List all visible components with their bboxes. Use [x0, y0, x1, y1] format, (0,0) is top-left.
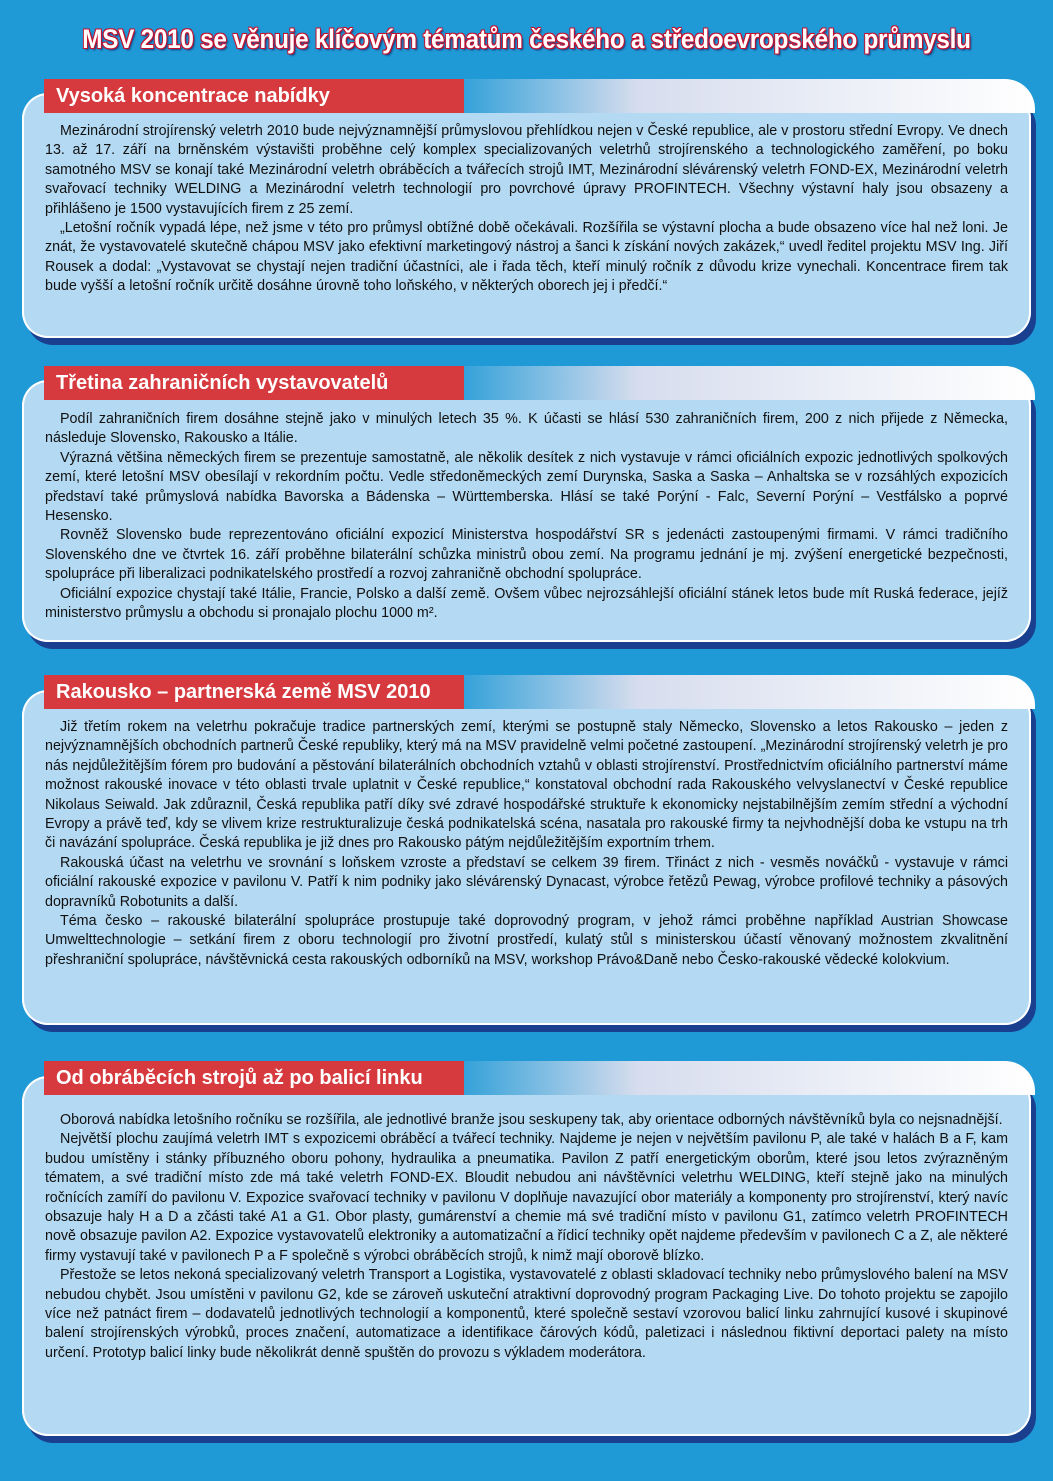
section-text [45, 1111, 1008, 1363]
paragraph: Oficiální expozice chystají také Itálie, Francie, Polsko a další země. Ovšem vůbec nejrozsáhlejší oficiální stánek letos bude mít Ruská federace, jejíž ministerstvo průmyslu a obchodu si pronajalo plochu 1000 m². [45, 585, 1008, 622]
paragraph: Podíl zahraničních firem dosáhne stejně jako v minulých letech 35 %. K účasti se hlásí 530 zahraničních firem, 200 z nich přijede z Německa, následuje Slovensko, Rakousko a Itálie. [45, 411, 1008, 447]
paragraph: Největší plochu zaujímá veletrh IMT s expozicemi obráběcí a tvářecí techniky. Najdeme je nejen v největším pavilonu P, ale také v halách B a F, kam budou umístěny i stánky příbuzného oboru pohony, hydraulika a pneumatika. Pavilon Z patří energetickým oborům, které jsou letos zvýrazněným tématem, a své tradiční místo zde má také veletrh FOND-EX. Bloudit nebudou ani návštěvníci veletrhu WELDING, kteří stejně jako na minulých ročnících zamíří do pavilonu V. Expozice svařovací techniky v pavilonu V doplňuje navazující obor materiály a komponenty pro strojírenství, který navíc obsazuje haly H a D a zčásti také A1 a G1. Obor plasty, gumárenství a chemie má své tradiční místo v pavilonu G1, zatímco veletrh PROFINTECH nově obsazuje pavilon A2. Expozice vystavovatelů elektroniky a automatizační a řídicí techniky opět najdeme především v pavilonech C a Z, ale některé firmy vystavují také v pavilonech P a F společně s výrobci obráběcích strojů, k nimž mají oborově blízko. [45, 1131, 1008, 1264]
paragraph: Téma česko – rakouské bilaterální spolupráce prostupuje také doprovodný program, v jehož rámci proběhne například Austrian Showcase Umwelttechnologie – setkání firem z oboru technologií pro životní prostředí, kulatý stůl s ministerskou účastí věnovaný možnostem zkvalitnění přeshraniční spolupráce, návštěvnická cesta rakouských odborníků na MSV, workshop Právo&Daně nebo Česko-rakouské vědecké kolokvium. [45, 913, 1008, 968]
section-text [45, 122, 1008, 297]
page-title: MSV 2010 se věnuje klíčovým tématům českého a středoevropského průmyslu [82, 24, 971, 54]
paragraph: Rovněž Slovensko bude reprezentováno oficiální expozicí Ministerstva hospodářství SR s jedenácti zastoupenými firmami. V rámci tradičního Slovenského dne ve čtvrtek 16. září proběhne bilaterální schůzka ministrů obou zemí. Na programu jednání je mj. zvýšení energetické bezpečnosti, spolupráce při liberalizaci podnikatelského prostředí a rozvoj zahraničně obchodní spolupráce. [45, 527, 1008, 583]
section-text [45, 410, 1008, 623]
paragraph: Mezinárodní strojírenský veletrh 2010 bude nejvýznamnější průmyslovou přehlídkou nejen v České republice, ale v prostoru střední Evropy. Ve dnech 13. až 17. září na brněnském výstavišti proběhne celý komplex specializovaných veletrhů strojírenského a technologického zaměření, po boku samotného MSV se konají také Mezinárodní veletrh obráběcích a tvářecích strojů IMT, Mezinárodní slévárenský veletrh FOND-EX, Mezinárodní veletrh svařovací techniky WELDING a Mezinárodní veletrh technologií pro povrchové úpravy PROFINTECH. Všechny výstavní haly jsou obsazeny a přihlášeno je 1500 vystavujících firem z 25 zemí. [45, 123, 1008, 217]
paragraph: „Letošní ročník vypadá lépe, než jsme v této pro průmysl obtížné době očekávali. Rozšířila se výstavní plocha a bude obsazeno více hal než loni. Je znát, že vystavovatelé skutečně chápou MSV jako efektivní marketingový nástroj a šanci k získání nových zakázek,“ uvedl ředitel projektu MSV Ing. Jiří Rousek a dodal: „Vystavovat se chystají nejen tradiční účastníci, ale i řada těch, kteří minulý ročník z důvodu krize vynechali. Koncentrace firem tak bude vyšší a letošní ročník určitě dosáhne úrovně toho loňského, v některých oborech jej i předčí.“ [45, 220, 1008, 295]
paragraph: Přestože se letos nekoná specializovaný veletrh Transport a Logistika, vystavovatelé z oblasti skladovací techniky nebo průmyslového balení na MSV nebudou chybět. Jsou umístěni v pavilonu G2, kde se zároveň uskuteční atraktivní doprovodný program Packaging Live. Do tohoto projektu se zapojilo více než patnáct firem – dodavatelů jednotlivých technologií a komponentů, které společně sestaví vzorovou balicí linku zahrnující kusové i skupinové balení strojírenských výrobků, proces značení, automatizace a identifikace čárových kódů, paletizaci i následnou fiktivní deportaci palety na místo určení. Prototyp balicí linky bude několikrát denně spuštěn do provozu s výkladem moderátora. [45, 1267, 1008, 1361]
paragraph: Již třetím rokem na veletrhu pokračuje tradice partnerských zemí, kterými se postupně staly Německo, Slovensko a letos Rakousko – jeden z nejvýznamnějších obchodních partnerů České republiky, který má na MSV pravidelně velmi početné zastoupení. „Mezinárodní strojírenský veletrh je pro nás nejdůležitějším fórem pro budování a pěstování bilaterálních obchodních vztahů v oblasti strojírenství. Prostřednictvím oficiálního partnerství máme možnost rakouské inovace v této oblasti trvale uplatnit v České republice,“ konstatoval obchodní rada Rakouského velvyslanectví v České republice Nikolaus Seiwald. Jak zdůraznil, Česká republika patří díky své zdravé hospodářské struktuře k ekonomicky nejstabilnějším zemím střední a východní Evropy a právě teď, kdy se vlivem krize restrukturalizuje česká podnikatelská scéna, nasatala pro rakouské firmy ta nejvhodnější doba ke vstupu na trh či navázání spolupráce. Česká republika je již dnes pro Rakousko pátým nejdůležitějším exportním trhem. [45, 719, 1008, 852]
section-heading: Vysoká koncentrace nabídky [44, 79, 464, 113]
paragraph: Rakouská účast na veletrhu ve srovnání s loňskem vzroste a představí se celkem 39 firem. Třináct z nich - vesměs nováčků - vystavuje v rámci oficiální rakouské expozice v pavilonu V. Patří k nim podniky jako slévárenský Dynacast, výrobce řetězů Pewag, výrobce profilové techniky a pásových dopravníků Robotunits a další. [45, 854, 1008, 910]
section-heading: Rakousko – partnerská země MSV 2010 [44, 675, 464, 709]
section-text [45, 718, 1008, 970]
paragraph: Výrazná většina německých firem se prezentuje samostatně, ale několik desítek z nich vystavuje v rámci oficiálních expozic jednotlivých spolkových zemí, které letošní MSV obesílají v rekordním počtu. Vedle středoněmeckých zemí Durynska, Saska a Saska – Anhaltska se v rozsáhlých expozicích představí také průmyslová nabídka Bavorska a Bádenska – Württemberska. Hlásí se také Porýní - Falc, Severní Porýní – Vestfálsko a poprvé Hesensko. [45, 449, 1008, 525]
paragraph: Oborová nabídka letošního ročníku se rozšířila, ale jednotlivé branže jsou seskupeny tak, aby orientace odborných návštěvníků byla co nejsnadnější. [60, 1112, 1003, 1128]
section-heading: Třetina zahraničních vystavovatelů [44, 366, 464, 400]
section-heading: Od obráběcích strojů až po balicí linku [44, 1061, 464, 1095]
